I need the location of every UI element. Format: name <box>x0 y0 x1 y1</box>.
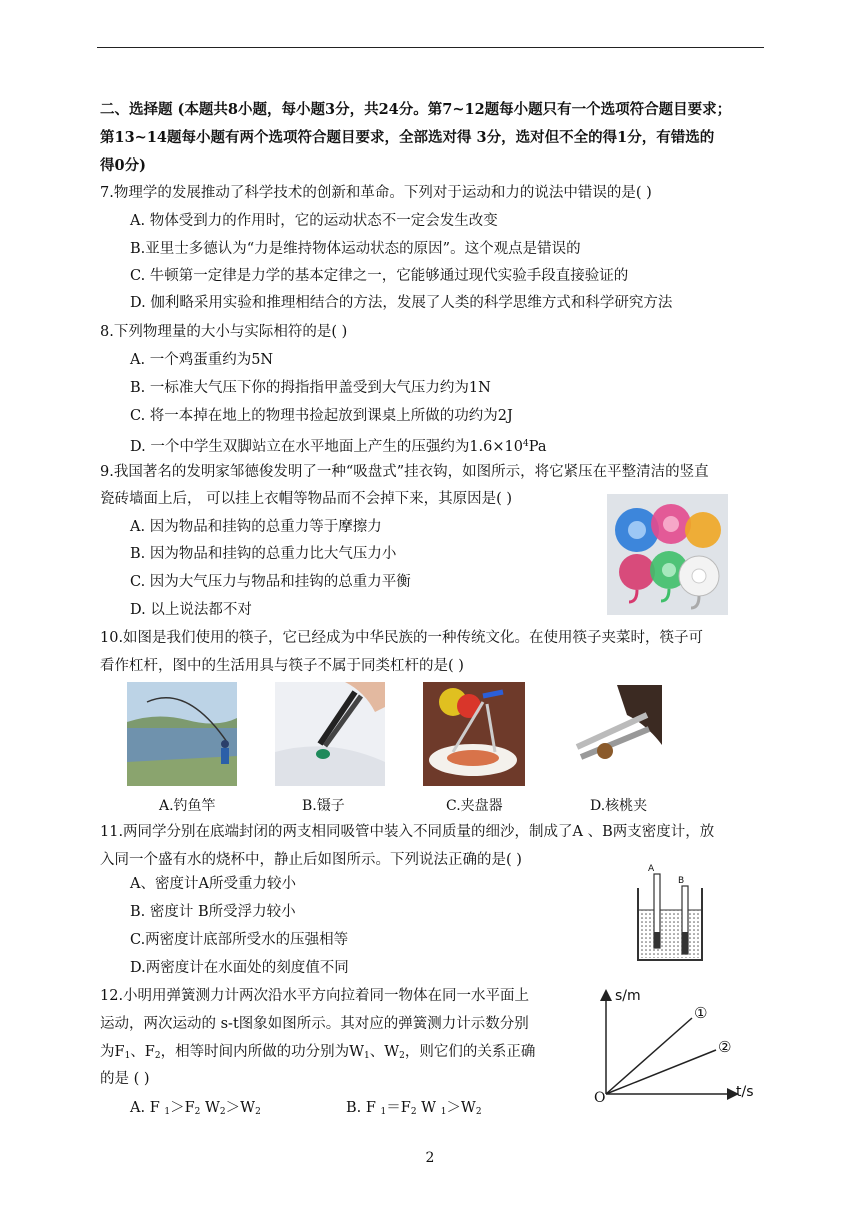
q12-option-b: B. F $_1=F_2$ W $_1>W_2$ <box>346 1100 482 1117</box>
q12-stem-line-2: 运动，两次运动的 s-t图象如图所示。其对应的弹簧测力计示数分别 <box>100 1016 529 1032</box>
q12-stem-line-1: 12.小明用弹簧测力计两次沿水平方向拉着同一物体在同一水平面上 <box>100 988 530 1004</box>
q8-stem: 8.下列物理量的大小与实际相符的是( ) <box>100 324 348 340</box>
q10-caption-d: D.核桃夹 <box>590 798 648 814</box>
graph-xlabel: t/s <box>736 1084 754 1100</box>
section-heading-line-1: 二、选择题 (本题共8小题，每小题3分，共24分。第7~12题每小题只有一个选项符合题目要求； <box>100 101 732 118</box>
q9-stem-line-2: 瓷砖墙面上后， 可以挂上衣帽等物品而不会掉下来，其原因是( ) <box>100 491 513 507</box>
q12-stem-line-4: 的是 ( ) <box>100 1071 150 1087</box>
q9-option-c: C. 因为大气压力与物品和挂钩的总重力平衡 <box>130 574 411 590</box>
q8-option-b: B. 一标准大气压下你的拇指指甲盖受到大气压力约为1N <box>130 380 491 396</box>
nutcracker-photo <box>567 685 662 785</box>
section-heading-line-2: 第13~14题每小题有两个选项符合题目要求，全部选对得 3分，选对但不全的得1分，有错选的 <box>100 129 715 146</box>
graph-line-1-label: ① <box>694 1004 708 1022</box>
q9-option-a: A. 因为物品和挂钩的总重力等于摩擦力 <box>130 519 382 535</box>
graph-ylabel: s/m <box>615 988 641 1004</box>
tweezers-photo <box>275 682 385 786</box>
q12-option-a: A. F $_1>F_2$ $W_2>W_2$ <box>130 1100 261 1117</box>
q11-stem-line-2: 入同一个盛有水的烧杯中，静止后如图所示。下列说法正确的是( ) <box>100 852 522 868</box>
page-number: 2 <box>425 1150 435 1166</box>
beaker-label-b: B <box>678 876 685 886</box>
q7-option-a: A. 物体受到力的作用时，它的运动状态不一定会发生改变 <box>130 213 498 229</box>
q11-option-b: B. 密度计 B所受浮力较小 <box>130 904 296 920</box>
q11-option-d: D.两密度计在水面处的刻度值不同 <box>130 960 349 976</box>
q7-stem: 7.物理学的发展推动了科学技术的创新和革命。下列对于运动和力的说法中错误的是( ) <box>100 185 652 201</box>
q9-stem-line-1: 9.我国著名的发明家邹德俊发明了一种“吸盘式”挂衣钩，如图所示，将它紧压在平整清洁的竖直 <box>100 464 709 480</box>
header-rule <box>97 47 764 48</box>
graph-origin: O <box>594 1090 606 1106</box>
q9-option-b: B. 因为物品和挂钩的总重力比大气压力小 <box>130 546 397 562</box>
q10-caption-a: A.钓鱼竿 <box>159 798 216 814</box>
q7-option-d: D. 伽利略采用实验和推理相结合的方法，发展了人类的科学思维方式和科学研究方法 <box>130 295 673 311</box>
beaker-label-a: A <box>648 864 655 874</box>
q10-caption-c: C.夹盘器 <box>446 798 503 814</box>
fishing-rod-photo <box>127 682 237 786</box>
suction-hook-photo <box>607 494 728 615</box>
q7-option-b: B.亚里士多德认为“力是维持物体运动状态的原因”。这个观点是错误的 <box>130 241 581 257</box>
q9-option-d: D. 以上说法都不对 <box>130 602 252 618</box>
q10-caption-b: B.镊子 <box>302 798 345 814</box>
q7-option-c: C. 牛顿第一定律是力学的基本定律之一，它能够通过现代实验手段直接验证的 <box>130 268 629 284</box>
graph-line-2-label: ② <box>718 1038 732 1056</box>
plate-clamp-photo <box>423 682 525 786</box>
q11-option-a: A、密度计A所受重力较小 <box>130 876 296 892</box>
q8-option-c: C. 将一本掉在地上的物理书捡起放到课桌上所做的功约为2J <box>130 408 513 424</box>
beaker-figure <box>632 864 712 964</box>
q10-stem-line-2: 看作杠杆，图中的生活用具与筷子不属于同类杠杆的是( ) <box>100 658 464 674</box>
s-t-graph <box>588 984 760 1110</box>
q12-stem-line-3: 为$F_1$、$F_2$，相等时间内所做的功分别为$W_1$、$W_2$，则它们的关系正确 <box>100 1044 536 1061</box>
q8-option-a: A. 一个鸡蛋重约为5N <box>130 352 274 368</box>
q10-stem-line-1: 10.如图是我们使用的筷子，它已经成为中华民族的一种传统文化。在使用筷子夹菜时，筷子可 <box>100 630 704 646</box>
section-heading-line-3: 得0分) <box>100 157 146 174</box>
q8-option-d: D. 一个中学生双脚站立在水平地面上产生的压强约为$1.6\times 10^4Pa$ <box>130 439 547 455</box>
q11-stem-line-1: 11.两同学分别在底端封闭的两支相同吸管中装入不同质量的细沙，制成了A 、B两支密度计，放 <box>100 824 715 840</box>
q11-option-c: C.两密度计底部所受水的压强相等 <box>130 932 349 948</box>
